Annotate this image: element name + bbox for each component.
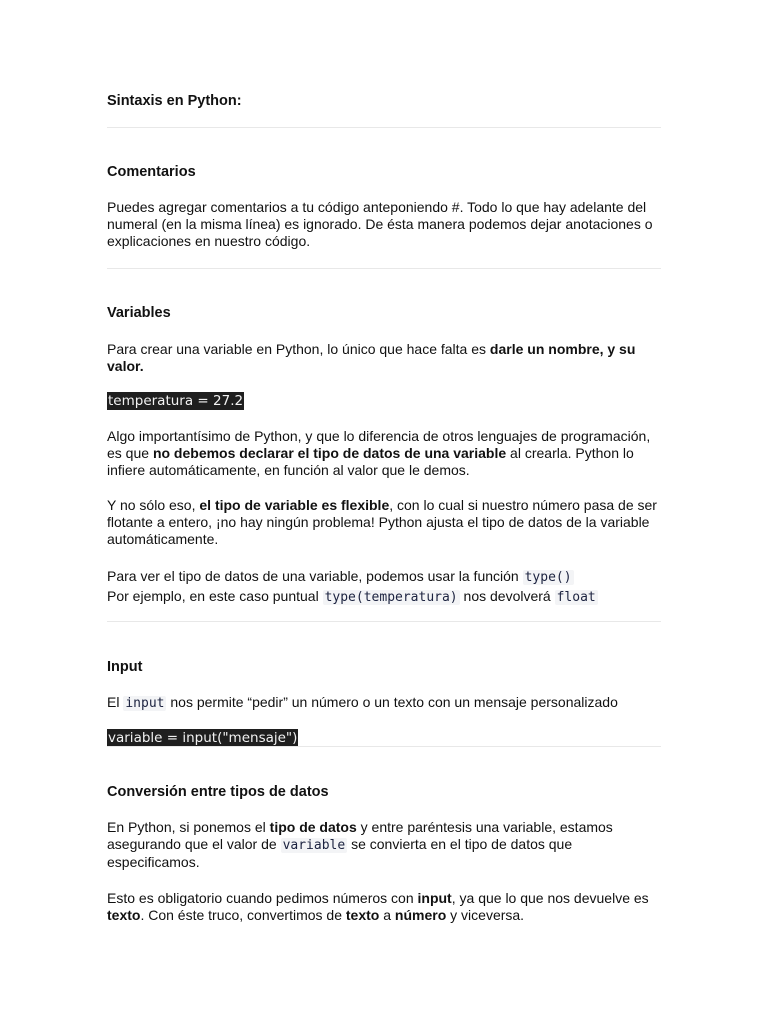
comentarios-paragraph: Puedes agregar comentarios a tu código anteponiendo #. Todo lo que hay adelante del numeral (en la misma línea) es ignorado. De ésta manera podemos dejar anotaciones o explicaciones en nuestro código. (107, 199, 653, 249)
variables-paragraph-2 (107, 428, 661, 479)
section-heading-conversion: Conversión entre tipos de datos (107, 784, 329, 800)
code-snippet-temperatura: temperatura = 27.2 (108, 393, 244, 409)
text-span: , con lo cual si nuestro número pasa de ser flotante a entero, ¡no hay ningún problema! Python ajusta el tipo de datos de la variable automáticamente. (107, 497, 657, 547)
inline-code-variable: variable (282, 838, 346, 853)
bold-text: número (394, 907, 447, 923)
code-snippet-input: variable = input("mensaje") (108, 730, 298, 746)
section-heading-comentarios: Comentarios (107, 164, 196, 180)
text-span: , ya que lo que nos devuelve es (451, 890, 649, 906)
conversion-paragraph-1 (107, 819, 661, 871)
conversion-paragraph-2 (107, 890, 661, 924)
bold-text: input (417, 890, 452, 906)
inline-code-type-temperatura: type(temperatura) (324, 590, 458, 605)
bold-text: tipo de datos (269, 819, 357, 835)
bold-text: texto (107, 907, 141, 923)
divider (107, 127, 661, 128)
variables-paragraph-1 (107, 341, 661, 375)
divider (107, 746, 661, 747)
code-block (107, 729, 661, 747)
text-span: Esto es obligatorio cuando pedimos números con (107, 890, 418, 906)
divider (107, 268, 661, 269)
bold-text: darle un nombre, y su valor. (107, 341, 636, 374)
text-span: En Python, si ponemos el (107, 819, 270, 835)
text-span: nos permite “pedir” un número o un texto con un mensaje personalizado (166, 694, 618, 710)
inline-code-input: input (125, 696, 165, 711)
section-heading-variables: Variables (107, 305, 171, 321)
bold-text: no debemos declarar el tipo de datos de una variable (152, 445, 507, 461)
bold-text: texto (345, 907, 380, 923)
input-paragraph (107, 693, 661, 713)
page-title: Sintaxis en Python: (107, 93, 242, 109)
text-span: al crearla. Python lo infiere automáticamente, en función al valor que le demos. (107, 445, 634, 478)
text-span: Algo importantísimo de Python, y que lo diferencia de otros lenguajes de programación, es que (107, 428, 651, 461)
section-heading-input: Input (107, 659, 143, 675)
inline-code-type: type() (524, 570, 572, 585)
divider (107, 621, 661, 622)
text-span: a (379, 907, 395, 923)
text-span: . Con éste truco, convertimos de (140, 907, 346, 923)
bold-text: el tipo de variable es flexible (199, 497, 390, 513)
text-span: se convierta en el tipo de datos que especificamos. (107, 836, 573, 870)
text-span: y viceversa. (446, 907, 525, 923)
text-span: nos devolverá (459, 588, 555, 604)
variables-paragraph-4 (107, 567, 661, 607)
text-span: Para crear una variable en Python, lo único que hace falta es (107, 341, 490, 357)
variables-paragraph-3 (107, 497, 661, 548)
inline-code-float: float (556, 590, 596, 605)
code-block (107, 392, 661, 410)
text-span: El (107, 694, 124, 710)
text-span: Y no sólo eso, (107, 497, 200, 513)
text-span: Para ver el tipo de datos de una variable, podemos usar la función (107, 568, 523, 584)
text-span: y entre paréntesis una variable, estamos asegurando que el valor de (107, 819, 613, 852)
text-span: Por ejemplo, en este caso puntual (107, 588, 323, 604)
